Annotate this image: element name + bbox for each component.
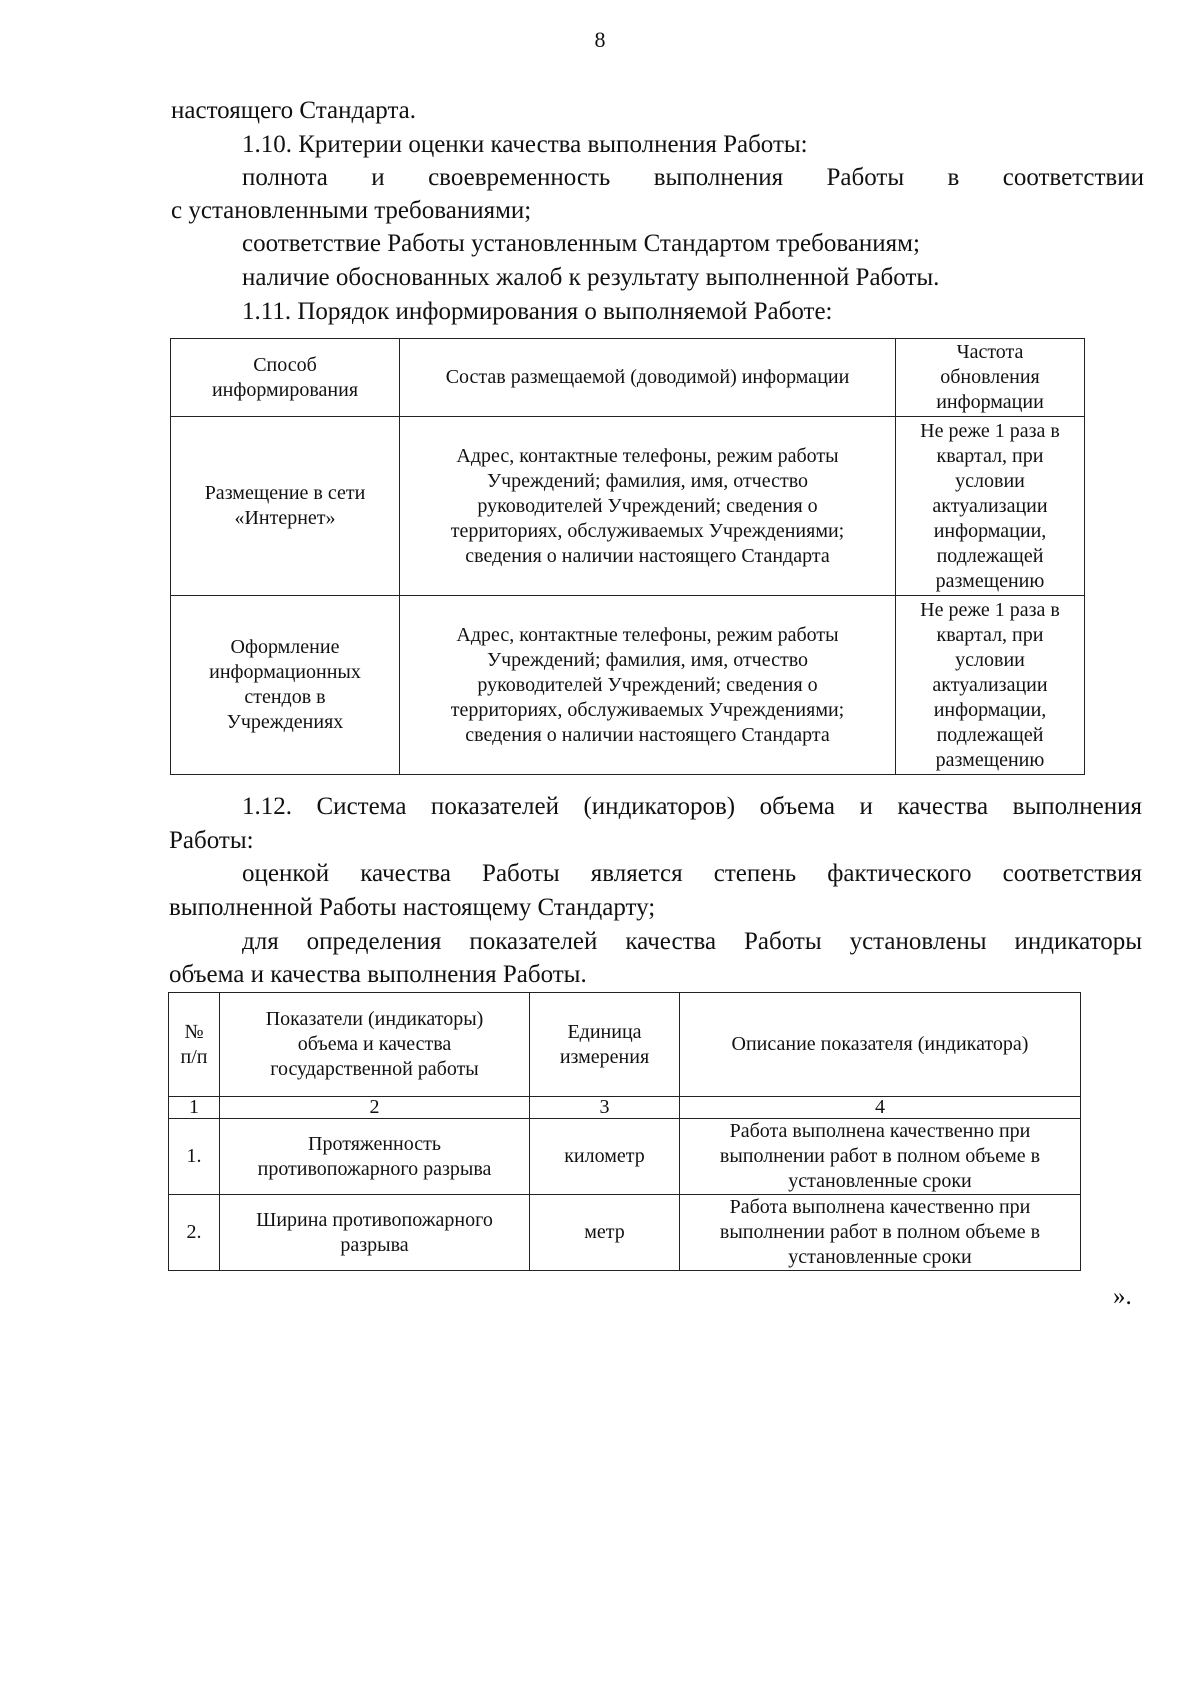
unit-cell: километр — [530, 1119, 680, 1195]
page-number: 8 — [594, 27, 606, 52]
content-cell: Адрес, контактные телефоны, режим работы Учреждений; фамилия, имя, отчество руководителей Учреждений; сведения о территориях, обслуживаемых Учреждениями; сведения о наличии настоящего Стандарта — [400, 417, 896, 596]
column-number: 3 — [530, 1097, 680, 1119]
header-description: Описание показателя (индикатора) — [680, 993, 1081, 1097]
table-header-row — [171, 339, 1085, 417]
column-number: 2 — [220, 1097, 530, 1119]
frequency-cell: Не реже 1 раза в квартал, при условии актуализации информации, подлежащей размещению — [896, 417, 1085, 596]
quality-assessment-line-2: выполненной Работы настоящему Стандарту; — [169, 894, 656, 921]
header-method: Способ информирования — [171, 339, 400, 417]
header-content: Состав размещаемой (доводимой) информации — [400, 339, 896, 417]
table-row — [171, 417, 1085, 596]
description-cell: Работа выполнена качественно при выполнении работ в полном объеме в установленные сроки — [680, 1195, 1081, 1271]
criterion-compliance: соответствие Работы установленным Стандартом требованиям; — [242, 230, 920, 257]
header-unit: Единица измерения — [530, 993, 680, 1097]
header-frequency: Частота обновления информации — [896, 339, 1085, 417]
indicators-intro-line-2: объема и качества выполнения Работы. — [169, 961, 587, 988]
row-number: 2. — [169, 1195, 220, 1271]
paragraph-continuation: настоящего Стандарта. — [171, 97, 417, 124]
header-number: № п/п — [169, 993, 220, 1097]
information-procedure-table — [170, 338, 1085, 775]
table-header-row — [169, 993, 1081, 1097]
indicator-cell: Ширина противопожарного разрыва — [220, 1195, 530, 1271]
content-cell: Адрес, контактные телефоны, режим работы Учреждений; фамилия, имя, отчество руководителей Учреждений; сведения о территориях, обслуживаемых Учреждениями; сведения о наличии настоящего Стандарта — [400, 596, 896, 775]
method-cell: Оформление информационных стендов в Учреждениях — [171, 596, 400, 775]
section-1-12-heading-line-2: Работы: — [169, 827, 254, 854]
column-number: 4 — [680, 1097, 1081, 1119]
unit-cell: метр — [530, 1195, 680, 1271]
criterion-completeness-line-1: полнота и своевременность выполнения Работы в соответствии — [242, 164, 1144, 191]
indicators-intro-line-1: для определения показателей качества Работы установлены индикаторы — [242, 928, 1142, 955]
column-numbers-row — [169, 1097, 1081, 1119]
criterion-complaints: наличие обоснованных жалоб к результату выполненной Работы. — [242, 264, 940, 291]
table-row — [171, 596, 1085, 775]
section-1-10-heading: 1.10. Критерии оценки качества выполнения Работы: — [242, 131, 808, 158]
header-indicator: Показатели (индикаторы) объема и качества государственной работы — [220, 993, 530, 1097]
row-number: 1. — [169, 1119, 220, 1195]
quality-assessment-line-1: оценкой качества Работы является степень фактического соответствия — [242, 860, 1142, 887]
frequency-cell: Не реже 1 раза в квартал, при условии актуализации информации, подлежащей размещению — [896, 596, 1085, 775]
table-row — [169, 1119, 1081, 1195]
table-row — [169, 1195, 1081, 1271]
description-cell: Работа выполнена качественно при выполнении работ в полном объеме в установленные сроки — [680, 1119, 1081, 1195]
column-number: 1 — [169, 1097, 220, 1119]
indicator-cell: Протяженность противопожарного разрыва — [220, 1119, 530, 1195]
indicators-table — [168, 992, 1081, 1271]
closing-quote: ». — [1113, 1283, 1132, 1310]
section-1-12-heading-line-1: 1.12. Система показателей (индикаторов) объема и качества выполнения — [242, 793, 1142, 820]
section-1-11-heading: 1.11. Порядок информирования о выполняемой Работе: — [242, 298, 833, 325]
method-cell: Размещение в сети «Интернет» — [171, 417, 400, 596]
criterion-completeness-line-2: с установленными требованиями; — [171, 197, 532, 224]
